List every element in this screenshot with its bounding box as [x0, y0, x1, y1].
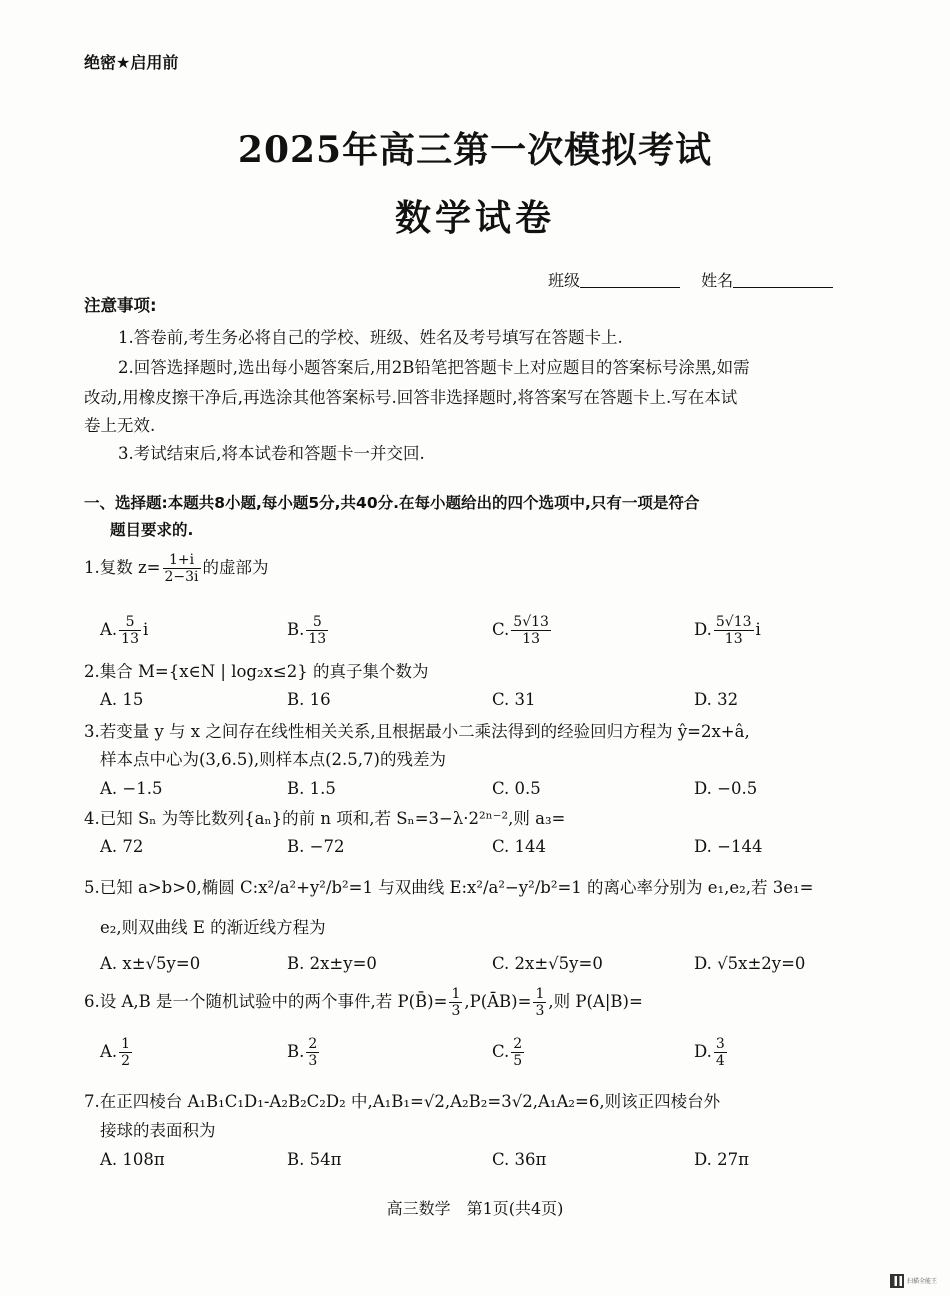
- q1-option-a: [100, 614, 148, 647]
- q7-option-a: A. 108π: [100, 1150, 165, 1169]
- q6-stem-a: 6.设 A,B 是一个随机试验中的两个事件,若 P(B̄)=: [84, 992, 448, 1011]
- option-label: C.: [492, 1042, 510, 1061]
- q1-option-c: [492, 614, 553, 647]
- question-6: [84, 986, 643, 1019]
- option-label: D.: [694, 620, 712, 639]
- question-7: 7.在正四棱台 A₁B₁C₁D₁-A₂B₂C₂D₂ 中,A₁B₁=√2,A₂B₂=3√2,A₁A₂=6,则该正四棱台外: [84, 1092, 721, 1111]
- q1-denominator: 2−3i: [164, 569, 199, 585]
- q1-numerator: 1+i: [163, 552, 201, 569]
- q3-option-b: B. 1.5: [287, 779, 336, 798]
- q5-option-a: A. x±√5y=0: [100, 954, 201, 973]
- q1-option-d: [694, 614, 761, 647]
- section-heading-cont: 题目要求的.: [110, 521, 194, 539]
- option-numerator: 5: [119, 614, 141, 631]
- student-info-row: [548, 268, 849, 291]
- option-denominator: 13: [522, 631, 541, 647]
- q1-fraction: [163, 552, 201, 585]
- option-label: B.: [287, 1042, 305, 1061]
- question-4: 4.已知 Sₙ 为等比数列{aₙ}的前 n 项和,若 Sₙ=3−λ·2²ⁿ⁻²,则 a₃=: [84, 809, 566, 828]
- option-denominator: 2: [121, 1053, 131, 1069]
- confidential-label: 绝密★启用前: [84, 53, 179, 72]
- page-footer: 高三数学 第1页(共4页): [386, 1199, 564, 1218]
- q1-option-b: [287, 614, 330, 647]
- q6-f2-num: 1: [535, 986, 545, 1002]
- section-heading: 一、选择题:本题共8小题,每小题5分,共40分.在每小题给出的四个选项中,只有一项是符合: [84, 494, 700, 512]
- q2-option-b: B. 16: [287, 690, 331, 709]
- option-numerator: 2: [513, 1036, 523, 1052]
- class-label: 班级: [548, 271, 581, 290]
- option-numerator: 5√13: [513, 614, 549, 630]
- q3-option-d: D. −0.5: [694, 779, 758, 798]
- option-denominator: 3: [308, 1053, 318, 1069]
- notes-item-1: 1.答卷前,考生务必将自己的学校、班级、姓名及考号填写在答题卡上.: [118, 328, 623, 347]
- option-label: C.: [492, 620, 510, 639]
- option-denominator: 4: [715, 1053, 725, 1069]
- notes-item-2-end: 卷上无效.: [84, 416, 156, 435]
- question-1: [84, 552, 269, 585]
- q6-option-d: [694, 1036, 729, 1069]
- option-label: A.: [100, 1042, 118, 1061]
- q4-option-d: D. −144: [694, 837, 763, 856]
- q3-option-c: C. 0.5: [492, 779, 541, 798]
- question-2: 2.集合 M={x∈N | log₂x≤2} 的真子集个数为: [84, 662, 429, 681]
- q6-option-c: [492, 1036, 526, 1069]
- q6-stem-b: ,P(ĀB)=: [464, 992, 532, 1011]
- q6-stem-c: ,则 P(A|B)=: [548, 992, 643, 1011]
- q3-option-a: A. −1.5: [100, 779, 163, 798]
- option-suffix: i: [755, 620, 761, 639]
- q2-option-a: A. 15: [100, 690, 144, 709]
- q1-stem-prefix: 1.复数 z=: [84, 558, 161, 577]
- q5-option-d: D. √5x±2y=0: [694, 954, 806, 973]
- q6-f1-den: 3: [451, 1003, 461, 1019]
- class-blank: [580, 272, 680, 288]
- q4-option-a: A. 72: [100, 837, 144, 856]
- question-5: 5.已知 a>b>0,椭圆 C:x²/a²+y²/b²=1 与双曲线 E:x²/a²−y²/b²=1 的离心率分别为 e₁,e₂,若 3e₁=: [84, 878, 814, 897]
- q7-option-b: B. 54π: [287, 1150, 342, 1169]
- question-3: 3.若变量 y 与 x 之间存在线性相关关系,且根据最小二乘法得到的经验回归方程为 ŷ=2x+â,: [84, 722, 750, 741]
- q5-option-b: B. 2x±y=0: [287, 954, 377, 973]
- name-label: 姓名: [701, 271, 734, 290]
- qr-code-icon: [890, 1274, 904, 1288]
- option-numerator: 5√13: [715, 614, 752, 630]
- option-denominator: 13: [724, 631, 743, 647]
- exam-title: 2025年高三第一次模拟考试: [237, 129, 713, 171]
- scanner-watermark: 扫描全能王: [907, 1278, 938, 1285]
- q5-option-c: C. 2x±√5y=0: [492, 954, 603, 973]
- q6-option-b: [287, 1036, 321, 1069]
- question-5-cont: e₂,则双曲线 E 的渐近线方程为: [100, 918, 326, 937]
- q7-option-c: C. 36π: [492, 1150, 547, 1169]
- option-numerator: 2: [308, 1036, 318, 1052]
- option-suffix: i: [143, 620, 149, 639]
- exam-subtitle: 数学试卷: [394, 197, 555, 239]
- option-label: B.: [287, 620, 305, 639]
- option-numerator: 5: [306, 614, 328, 631]
- question-7-cont: 接球的表面积为: [100, 1121, 216, 1140]
- q6-f2-den: 3: [535, 1003, 545, 1019]
- q1-stem-suffix: 的虚部为: [202, 558, 269, 577]
- question-3-cont: 样本点中心为(3,6.5),则样本点(2.5,7)的残差为: [100, 750, 446, 769]
- q7-option-d: D. 27π: [694, 1150, 749, 1169]
- name-blank: [733, 272, 833, 288]
- q6-f1-num: 1: [451, 986, 461, 1002]
- option-numerator: 3: [715, 1036, 725, 1052]
- option-denominator: 5: [513, 1053, 523, 1069]
- option-numerator: 1: [121, 1036, 131, 1052]
- option-denominator: 13: [308, 631, 327, 647]
- notes-item-3: 3.考试结束后,将本试卷和答题卡一并交回.: [118, 444, 425, 463]
- option-denominator: 13: [121, 631, 139, 647]
- q6-option-a: [100, 1036, 134, 1069]
- option-label: D.: [694, 1042, 712, 1061]
- q4-option-b: B. −72: [287, 837, 345, 856]
- q2-option-d: D. 32: [694, 690, 739, 709]
- q4-option-c: C. 144: [492, 837, 547, 856]
- notes-item-2-cont: 改动,用橡皮擦干净后,再选涂其他答案标号.回答非选择题时,将答案写在答题卡上.写在本试: [84, 388, 738, 407]
- option-label: A.: [100, 620, 118, 639]
- notes-item-2: 2.回答选择题时,选出每小题答案后,用2B铅笔把答题卡上对应题目的答案标号涂黑,如需: [118, 358, 750, 377]
- notes-heading: 注意事项:: [84, 296, 157, 315]
- q2-option-c: C. 31: [492, 690, 536, 709]
